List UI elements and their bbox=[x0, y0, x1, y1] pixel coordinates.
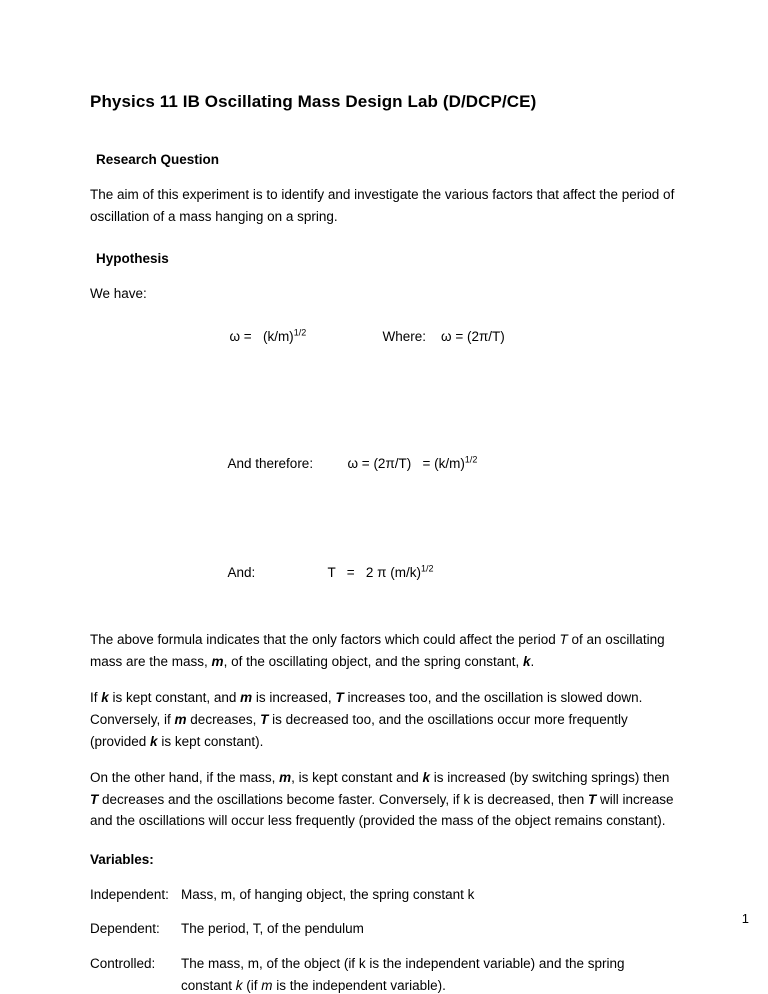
paragraph-formula-implications: The above formula indicates that the only factors which could affect the period T of an oscillating mass are the mass, m, of the oscillating object, and the spring constant, k. bbox=[90, 632, 665, 669]
equation-row-omega bbox=[90, 305, 678, 370]
variable-value-dependent: The period, T, of the pendulum bbox=[181, 921, 364, 937]
document-title: Physics 11 IB Oscillating Mass Design Lab (D/DCP/CE) bbox=[90, 92, 537, 111]
equation-and-label: And: bbox=[227, 564, 256, 580]
section-heading-research-question: Research Question bbox=[96, 152, 220, 167]
equation-omega: $\omega = (k/m)^{1/2}$ bbox=[229, 327, 307, 345]
equation-and-therefore: $\omega = (2\pi/T) = (k/m)^{1/2}$ bbox=[347, 454, 478, 472]
variable-row-dependent bbox=[90, 918, 678, 940]
page-number: 1 bbox=[741, 911, 749, 926]
variable-label-controlled: Controlled: bbox=[90, 956, 156, 972]
variable-label-dependent: Dependent: bbox=[90, 921, 160, 937]
equation-row-and-therefore bbox=[90, 432, 678, 497]
equation-period: T = 2 π $(m/k)^{1/2}$ bbox=[327, 563, 434, 580]
research-question-body: The aim of this experiment is to identify and investigate the various factors that affect the period of oscillation of a mass hanging on a spring. bbox=[90, 187, 675, 224]
section-heading-hypothesis: Hypothesis bbox=[96, 251, 169, 267]
equation-row-period bbox=[90, 540, 678, 605]
variable-value-independent: Mass, m, of hanging object, the spring constant k bbox=[181, 886, 475, 902]
equation-where: Where: ω = (2π/T) bbox=[382, 329, 505, 345]
variable-row-independent bbox=[90, 884, 678, 906]
equation-and-therefore-label: And therefore: bbox=[227, 456, 314, 472]
paragraph-k-constant: If k is kept constant, and m is increased, T increases too, and the oscillation is slowed down. Conversely, if m decreases, T is decreased too, and the oscillations occur more frequently (provided k is kept constant). bbox=[90, 690, 643, 749]
variable-label-independent: Independent: bbox=[90, 886, 169, 902]
variable-row-controlled bbox=[90, 953, 678, 994]
variable-value-controlled: The mass, m, of the object (if k is the independent variable) and the spring constant k (if m is the independent variable). bbox=[181, 956, 625, 993]
paragraph-m-constant: On the other hand, if the mass, m, is kept constant and k is increased (by switching springs) then T decreases and the oscillations become faster. Conversely, if k is decreased, then T will increase and the oscillations will occur less frequently (provided the mass of the object remains constant). bbox=[90, 770, 674, 829]
we-have-label: We have: bbox=[90, 286, 147, 302]
variables-heading: Variables: bbox=[90, 851, 154, 867]
